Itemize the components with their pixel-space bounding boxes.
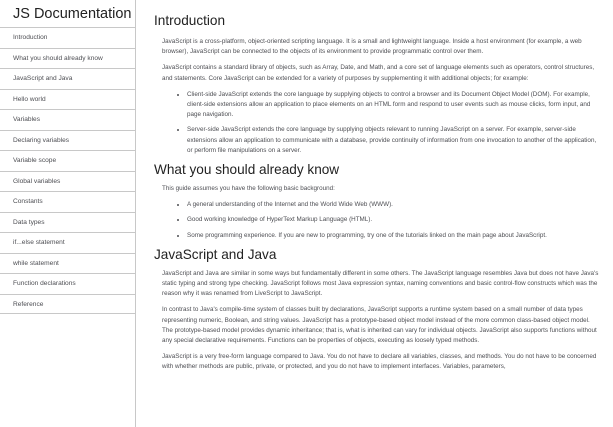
section-introduction [154,13,602,156]
list-item: • Client-side JavaScript extends the core language by supplying objects to control a browser and its Document Object Model (DOM). For example, client-side extensions allow an application to place elements on an HTML form and respond to user events such as mouse clicks, form input, and page navigation. [187,90,602,121]
nav-link-while-statement[interactable]: while statement [0,253,135,274]
nav-link-reference[interactable]: Reference [0,294,135,315]
section-javascript-and-java [154,247,602,373]
nav-link-what-you-should-already-know[interactable]: What you should already know [0,48,135,69]
section-title: JavaScript and Java [154,246,277,262]
main-doc [154,13,602,379]
paragraph: JavaScript is a very free-form language compared to Java. You do not have to declare all variables, classes, and methods. You do not have to be concerned with whether methods are public, private, or protected, and you do not have to implement interfaces. Variables, parameters, [162,353,597,371]
nav-link-data-types[interactable]: Data types [0,212,135,233]
bullet-list [154,90,602,156]
section-title: What you should already know [154,162,340,178]
nav-link-if-else-statement[interactable]: if...else statement [0,232,135,253]
nav-link-introduction[interactable]: Introduction [0,27,135,48]
nav-link-variables[interactable]: Variables [0,109,135,130]
nav-link-declaring-variables[interactable]: Declaring variables [0,130,135,151]
sidebar-nav [0,0,136,427]
section-what-you-should-already-know [154,162,602,241]
list-item: • Server-side JavaScript extends the core language by supplying objects relevant to running JavaScript on a server. For example, server-side extensions allow an application to communicate with a database, provide continuity of information from one invocation to another of the application, or perform file manipulations on a server. [187,125,602,156]
section-title: Introduction [154,13,226,28]
list-item: • Good working knowledge of HyperText Markup Language (HTML). [187,215,602,225]
bullet-list [154,200,602,241]
list-item: • A general understanding of the Internet and the World Wide Web (WWW). [187,200,602,210]
nav-link-constants[interactable]: Constants [0,191,135,212]
nav-title: JS Documentation [13,6,132,22]
list-item: • Some programming experience. If you are new to programming, try one of the tutorials linked on the main page about JavaScript. [187,231,602,241]
paragraph: This guide assumes you have the following basic background: [162,185,335,193]
nav-link-hello-world[interactable]: Hello world [0,89,135,110]
paragraph: In contrast to Java's compile-time system of classes built by declarations, JavaScript supports a runtime system based on a small number of data types representing numeric, Boolean, and string values. JavaScript has a prototype-based object model instead of the more common class-based object model. The prototype-based model provides dynamic inheritance; that is, what is inherited can vary for individual objects. JavaScript also supports functions without any special declarative requirements. Functions can be properties of objects, executing as loosely typed methods. [162,306,597,345]
paragraph: JavaScript and Java are similar in some ways but fundamentally different in some others. The JavaScript language resembles Java but does not have Java's static typing and strong type checking. JavaScript follows most Java expression syntax, naming conventions and basic control-flow constructs which was the reason why it was renamed from LiveScript to JavaScript. [162,269,599,298]
paragraph: JavaScript is a cross-platform, object-oriented scripting language. It is a small and lightweight language. Inside a host environment (for example, a web browser), JavaScript can be connected to the objects of its environment to provide programmatic control over them. [162,38,582,56]
nav-link-variable-scope[interactable]: Variable scope [0,150,135,171]
paragraph: JavaScript contains a standard library of objects, such as Array, Date, and Math, and a core set of language elements such as operators, control structures, and statements. Core JavaScript can be extended for a variety of purposes by supplementing it with additional objects; for example: [162,64,595,82]
nav-link-javascript-and-java[interactable]: JavaScript and Java [0,68,135,89]
nav-link-global-variables[interactable]: Global variables [0,171,135,192]
nav-link-function-declarations[interactable]: Function declarations [0,273,135,294]
